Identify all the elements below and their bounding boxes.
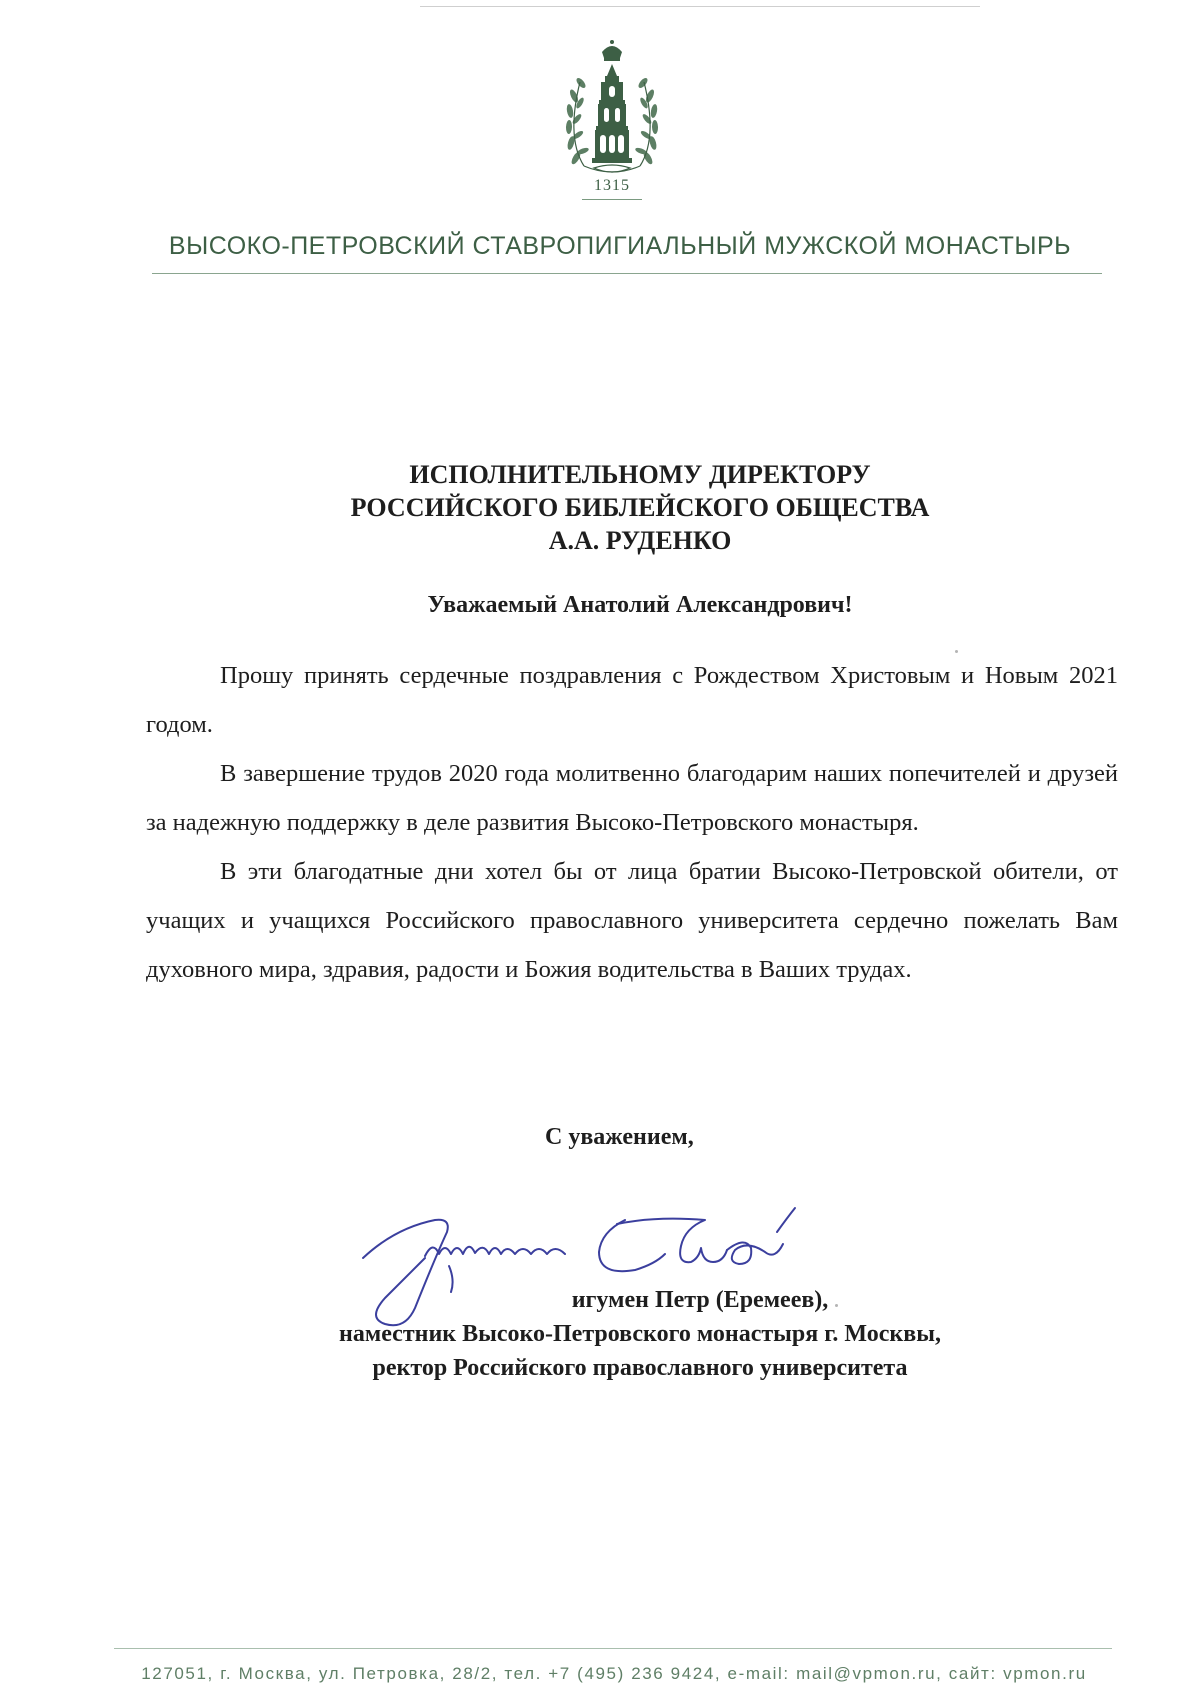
recipient-block [200, 458, 1080, 557]
body-paragraph: В эти благодатные дни хотел бы от лица братии Высоко-Петровской обители, от учащих и учащихся Российского православного университета сердечно пожелать Вам духовного мира, здравия, радости и Божия водительства в Ваших трудах. [146, 858, 1118, 983]
emblem-year: 1315 [594, 177, 630, 194]
recipient-line-3: А.А. РУДЕНКО [548, 526, 732, 555]
scan-edge-line [420, 6, 980, 7]
closing-phrase: С уважением, [545, 1124, 694, 1150]
body-paragraph: Прошу принять сердечные поздравления с Рождеством Христовым и Новым 2021 годом. [146, 662, 1118, 738]
footer-divider [114, 1648, 1112, 1649]
scan-speck [835, 1304, 838, 1307]
salutation: Уважаемый Анатолий Александрович! [427, 592, 853, 618]
recipient-line-2: РОССИЙСКОГО БИБЛЕЙСКОГО ОБЩЕСТВА [350, 493, 930, 522]
signatory-position: наместник Высоко-Петровского монастыря г. Москвы, [339, 1321, 941, 1347]
body-paragraph: В завершение трудов 2020 года молитвенно благодарим наших попечителей и друзей за надежную поддержку в деле развития Высоко-Петровского монастыря. [146, 760, 1118, 836]
footer-contacts: 127051, г. Москва, ул. Петровка, 28/2, тел. +7 (495) 236 9424, e-mail: mail@vpmon.ru, сайт: vpmon.ru [141, 1664, 1087, 1683]
scan-speck [955, 650, 958, 653]
recipient-line-1: ИСПОЛНИТЕЛЬНОМУ ДИРЕКТОРУ [409, 460, 871, 489]
header-divider [152, 273, 1102, 274]
emblem-year-rule [582, 199, 642, 200]
signatory-block [200, 1283, 1080, 1385]
letter-body [146, 651, 1118, 994]
organization-title: ВЫСОКО-ПЕТРОВСКИЙ СТАВРОПИГИАЛЬНЫЙ МУЖСКОЙ МОНАСТЫРЬ [168, 232, 1072, 260]
signatory-name: игумен Петр (Еремеев), [571, 1287, 829, 1313]
signatory-position: ректор Российского православного университета [372, 1355, 908, 1381]
